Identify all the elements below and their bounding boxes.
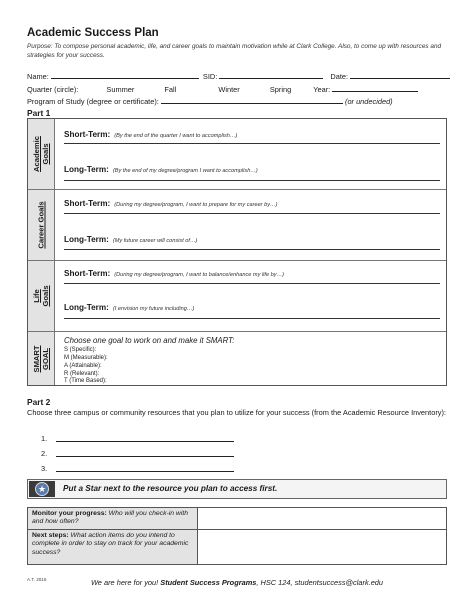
- star-icon: ★: [35, 482, 49, 496]
- long-term-hint: (By the end of my degree/program I want to accomplish…): [112, 168, 258, 174]
- short-term-label: Short-Term:: [64, 199, 111, 208]
- career-short-term: [64, 199, 277, 208]
- quarter-spring[interactable]: Spring: [269, 85, 292, 94]
- career-goals-label: Career Goals: [36, 201, 46, 249]
- career-long-term: [64, 235, 197, 244]
- smart-item-specific: S (Specific):: [64, 347, 97, 353]
- footer-reference: A.T. 2016: [27, 577, 47, 582]
- short-term-hint: (During my degree/program, I want to balance/enhance my life by…): [114, 272, 285, 278]
- long-term-hint: (My future career will consist of…): [112, 238, 198, 244]
- life-short-line[interactable]: [64, 283, 440, 284]
- smart-goal-side: [28, 332, 55, 385]
- resource-line-2[interactable]: [56, 449, 234, 457]
- monitor-label: Monitor your progress:: [32, 510, 107, 517]
- date-field[interactable]: [350, 71, 450, 79]
- quarter-summer[interactable]: Summer: [106, 85, 135, 94]
- career-long-line[interactable]: [64, 249, 440, 250]
- goals-table: [27, 118, 447, 386]
- academic-goals-row: [28, 119, 446, 190]
- long-term-label: Long-Term:: [64, 165, 109, 174]
- academic-long-line[interactable]: [64, 180, 440, 181]
- academic-goals-label-line1: Academic: [32, 136, 41, 172]
- name-row: [27, 71, 450, 81]
- life-goals-label-line1: Life: [32, 289, 41, 303]
- next-steps-label: Next steps:: [32, 532, 69, 539]
- next-steps-hint: What action items do you intend to complete in order to stay on track for your academic success?: [32, 532, 189, 556]
- academic-long-term: [64, 165, 258, 174]
- career-goals-row: [28, 190, 446, 261]
- short-term-hint: (By the end of the quarter I want to accomplish…): [114, 133, 238, 139]
- short-term-label: Short-Term:: [64, 130, 111, 139]
- smart-label-line1: SMART: [32, 345, 41, 372]
- life-goals-side: [28, 261, 55, 331]
- smart-item-relevant: R (Relevant):: [64, 371, 100, 377]
- resource-line-1[interactable]: [56, 434, 234, 442]
- part2-heading: Part 2: [27, 397, 51, 407]
- academic-goals-side: [28, 119, 55, 189]
- part1-heading: Part 1: [27, 108, 51, 118]
- resource-line-3[interactable]: [56, 464, 234, 472]
- program-field[interactable]: [161, 96, 343, 104]
- academic-short-term: [64, 130, 237, 139]
- next-steps-row: [28, 530, 446, 564]
- smart-goal-row: [28, 332, 446, 385]
- footer-prefix: We are here for you!: [90, 578, 161, 587]
- life-goals-row: [28, 261, 446, 332]
- monitor-row: [28, 508, 446, 530]
- name-field[interactable]: [51, 71, 199, 79]
- sid-field[interactable]: [219, 71, 323, 79]
- program-label: Program of Study (degree or certificate):: [27, 97, 159, 106]
- career-goals-side: [28, 190, 55, 260]
- program-row: [27, 96, 393, 106]
- life-goals-label-line2: Goals: [41, 285, 50, 307]
- footer: [0, 578, 474, 587]
- purpose-text: Purpose: To compose personal academic, life, and career goals to maintain motivation while at Clark College. Also, to come up with resources and strategies for your success.: [27, 43, 442, 59]
- date-label: Date:: [330, 72, 349, 81]
- resource-number-1: 1.: [41, 434, 48, 443]
- smart-item-measurable: M (Measurable):: [64, 355, 108, 361]
- star-instruction: Put a Star next to the resource you plan to access first.: [63, 484, 278, 493]
- undecided-label: (or undecided): [344, 97, 393, 106]
- star-badge-icon: [29, 481, 55, 497]
- long-term-hint: (I envision my future including…): [112, 306, 195, 312]
- smart-intro: Choose one goal to work on and make it SMART:: [64, 336, 235, 345]
- page-title: Academic Success Plan: [27, 27, 159, 39]
- resource-number-2: 2.: [41, 449, 48, 458]
- career-short-line[interactable]: [64, 213, 440, 214]
- short-term-label: Short-Term:: [64, 269, 111, 278]
- resource-number-3: 3.: [41, 464, 48, 473]
- star-banner: [27, 479, 447, 499]
- progress-table: [27, 507, 447, 565]
- life-short-term: [64, 269, 284, 278]
- short-term-hint: (During my degree/program, I want to prepare for my career by…): [114, 202, 278, 208]
- life-long-term: [64, 303, 194, 312]
- year-label: Year:: [313, 85, 331, 94]
- monitor-hint: Who will you check-in with and how often?: [32, 510, 188, 526]
- next-steps-label-cell: [28, 530, 198, 564]
- part2-instructions: Choose three campus or community resources that you plan to utilize for your success (from the Academic Resource Inventory):: [27, 408, 446, 417]
- footer-suffix: , HSC 124, studentsuccess@clark.edu: [256, 578, 384, 587]
- quarter-label: Quarter (circle):: [27, 85, 79, 94]
- academic-goals-label-line2: Goals: [41, 143, 50, 165]
- long-term-label: Long-Term:: [64, 303, 109, 312]
- smart-label-line2: GOAL: [41, 347, 50, 370]
- quarter-fall[interactable]: Fall: [164, 85, 177, 94]
- name-label: Name:: [27, 72, 49, 81]
- quarter-winter[interactable]: Winter: [218, 85, 240, 94]
- life-long-line[interactable]: [64, 318, 440, 319]
- monitor-label-cell: [28, 508, 198, 529]
- sid-label: SID:: [202, 72, 218, 81]
- year-field[interactable]: [332, 84, 418, 92]
- smart-item-attainable: A (Attainable):: [64, 363, 102, 369]
- academic-short-line[interactable]: [64, 143, 440, 144]
- smart-item-time-based: T (Time Based):: [64, 378, 107, 384]
- quarter-row: [27, 84, 418, 94]
- long-term-label: Long-Term:: [64, 235, 109, 244]
- footer-program: Student Success Programs: [160, 578, 257, 587]
